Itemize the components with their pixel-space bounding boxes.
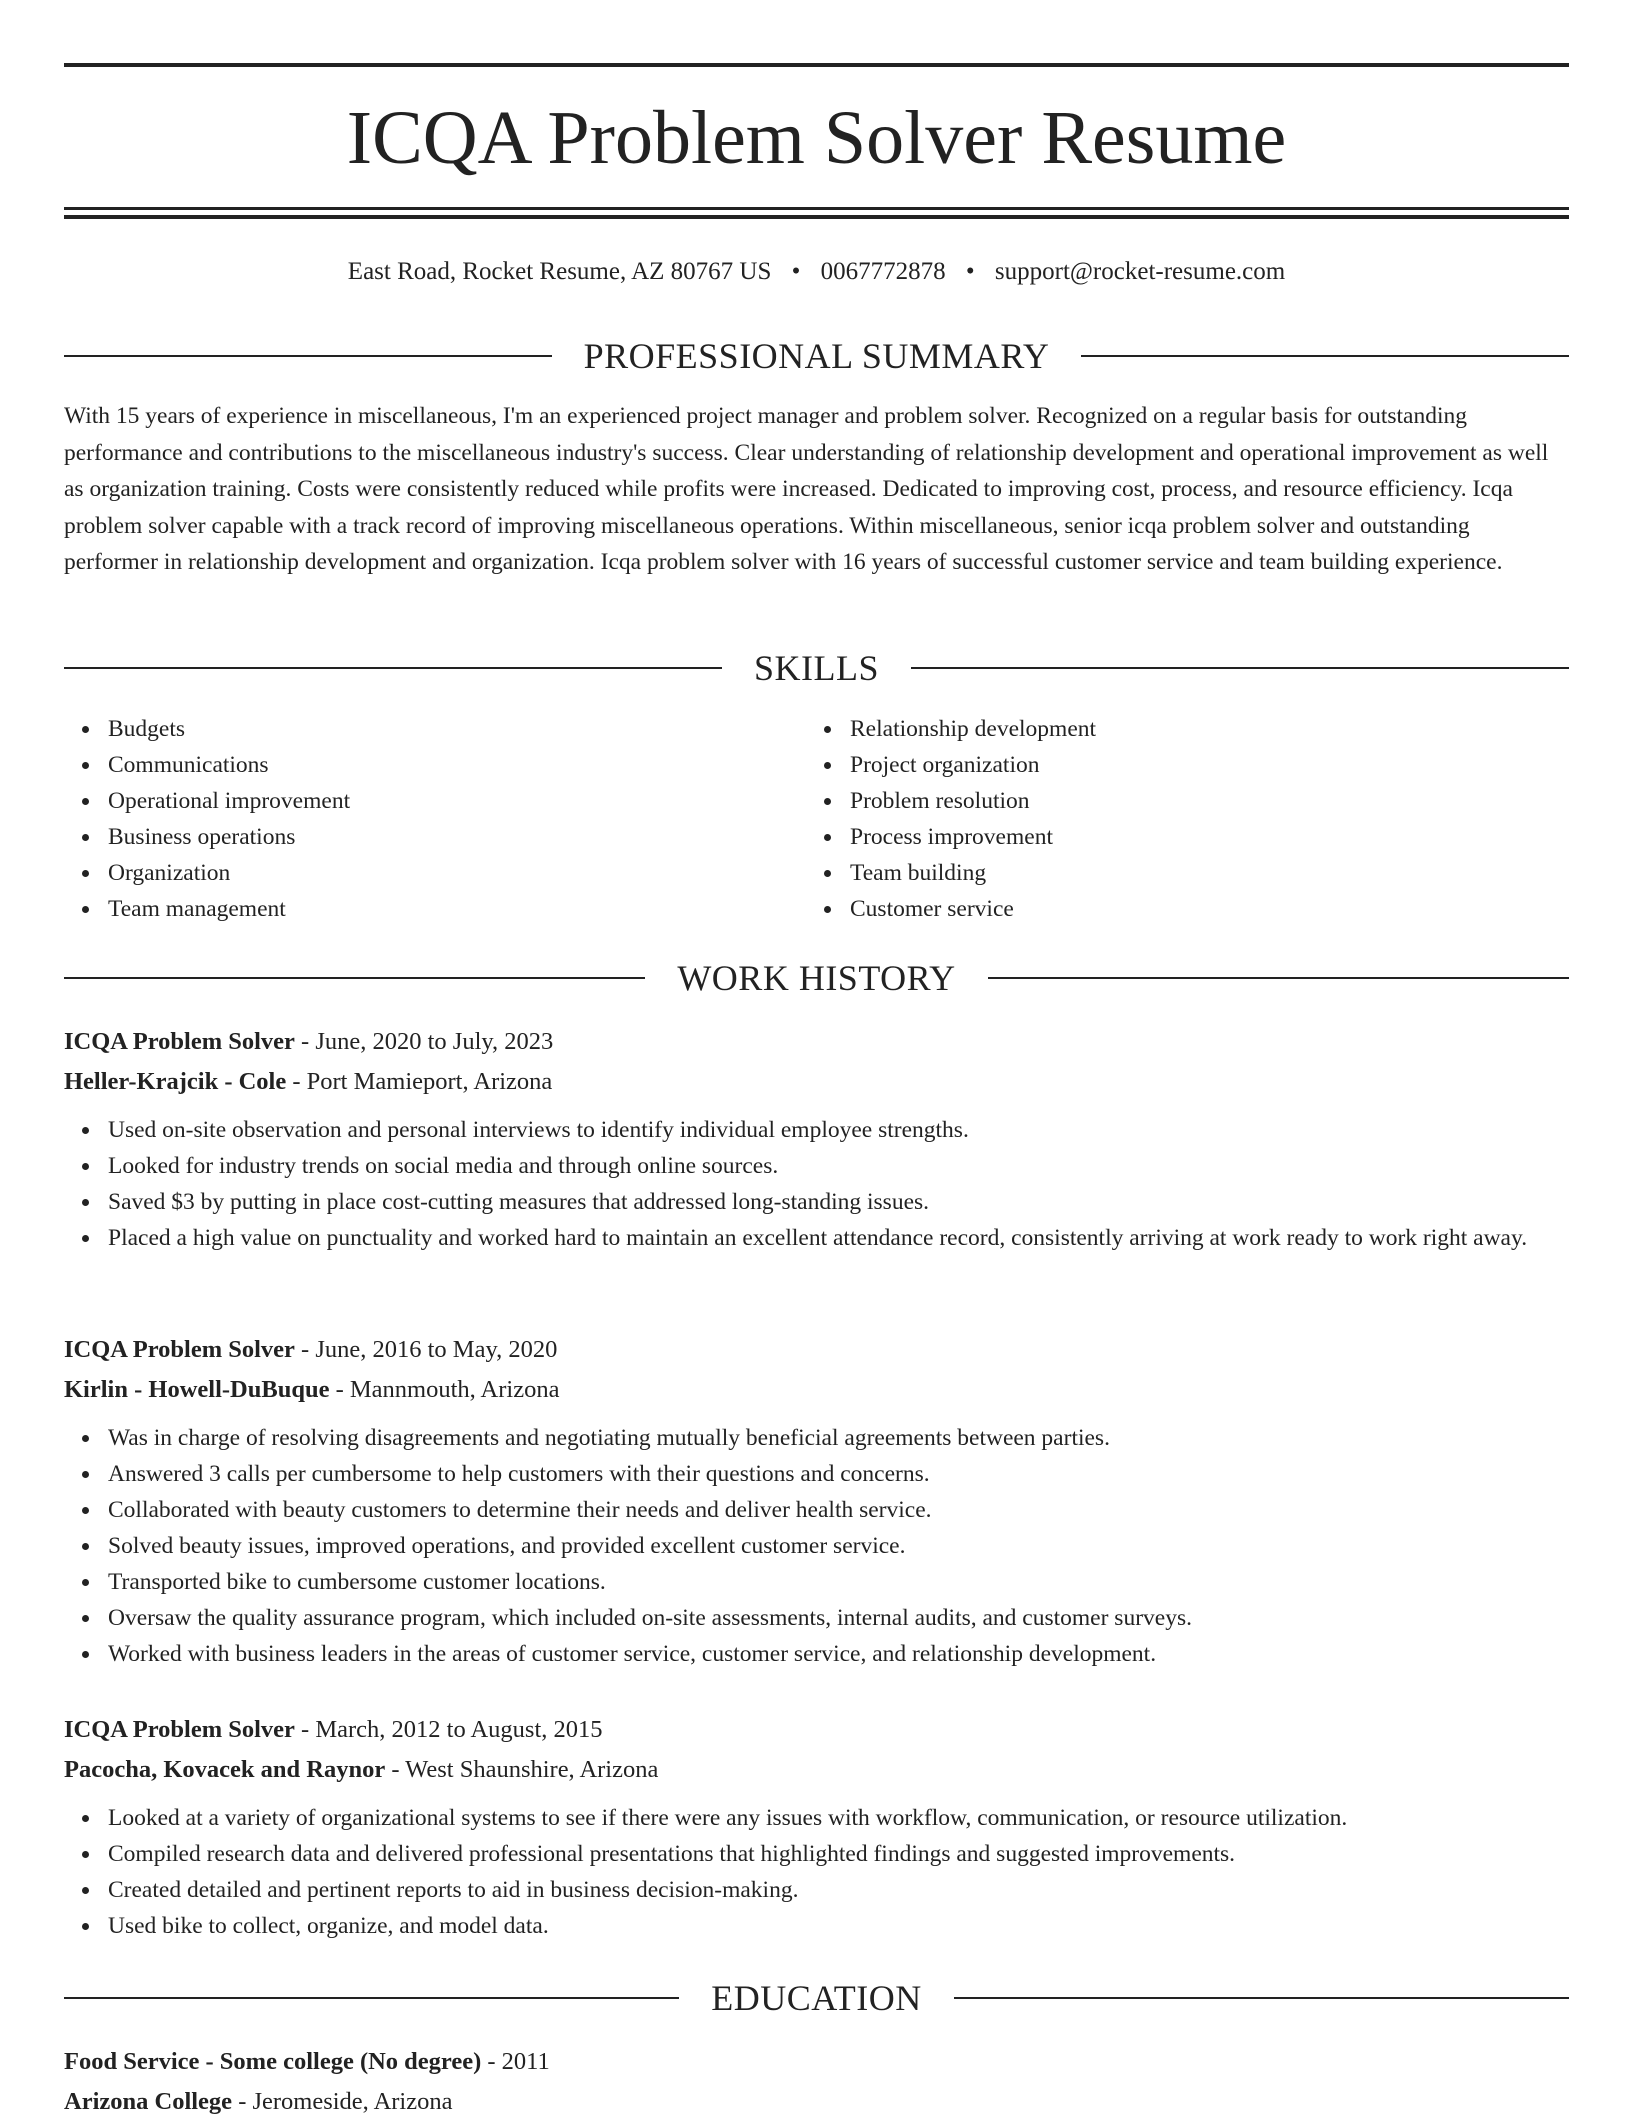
- work-section-heading: [64, 956, 1569, 1000]
- job-bullet: Saved $3 by putting in place cost-cutting measures that addressed long-standing issues.: [108, 1184, 1569, 1220]
- skill-item: Customer service: [850, 891, 1096, 927]
- contact-line: [64, 256, 1569, 288]
- job-bullet: Created detailed and pertinent reports to aid in business decision-making.: [108, 1872, 1569, 1908]
- job-title-line: [64, 1710, 1569, 1750]
- summary-text: With 15 years of experience in miscellaneous, I'm an experienced project manager and problem solver. Recognized on a regular basis for outstanding performance and contributions to the miscellaneous industry's success. Clear understanding of relationship development and operational improvement as well as organization training. Costs were consistently reduced while profits were increased. Dedicated to improving cost, process, and resource efficiency. Icqa problem solver capable with a track record of improving miscellaneous operations. Within miscellaneous, senior icqa problem solver and outstanding performer in relationship development and organization. Icqa problem solver with 16 years of successful customer service and team building experience.: [64, 403, 1549, 575]
- job-title-line: [64, 1022, 1569, 1062]
- skill-item: Project organization: [850, 747, 1096, 783]
- skill-item: Business operations: [108, 819, 806, 855]
- resume-title: ICQA Problem Solver Resume: [346, 96, 1287, 180]
- skills-list: [64, 711, 1569, 927]
- skill-item: Process improvement: [850, 819, 1096, 855]
- job-dates: - March, 2012 to August, 2015: [294, 1716, 603, 1743]
- section-title: PROFESSIONAL SUMMARY: [583, 336, 1050, 376]
- job-company-line: [64, 1750, 1569, 1790]
- heading-rule: [911, 667, 1569, 669]
- job-bullet: Transported bike to cumbersome customer locations.: [108, 1564, 1569, 1600]
- job-company: Pacocha, Kovacek and Raynor: [64, 1756, 386, 1783]
- job-company-line: [64, 1370, 1569, 1410]
- job-bullet: Used on-site observation and personal interviews to identify individual employee strengths.: [108, 1112, 1569, 1148]
- job-dates: - June, 2020 to July, 2023: [294, 1028, 554, 1055]
- job-title: ICQA Problem Solver: [64, 1028, 295, 1055]
- heading-rule: [988, 977, 1569, 979]
- job-title-line: [64, 1330, 1569, 1370]
- skill-item: Team building: [850, 855, 1096, 891]
- contact-phone: 0067772878: [820, 258, 946, 285]
- education-year: - 2011: [481, 2048, 550, 2075]
- contact-separator: •: [791, 258, 801, 285]
- education-location: - Jeromeside, Arizona: [232, 2088, 453, 2115]
- job-entry: [64, 1022, 1569, 1256]
- skill-item: Team management: [108, 891, 806, 927]
- education-entry: [64, 2042, 1569, 2122]
- heading-rule: [64, 1997, 679, 1999]
- skills-column-right: [806, 711, 1096, 927]
- skill-item: Communications: [108, 747, 806, 783]
- skill-item: Organization: [108, 855, 806, 891]
- skill-item: Relationship development: [850, 711, 1096, 747]
- job-entry: [64, 1710, 1569, 1944]
- job-bullet: Collaborated with beauty customers to determine their needs and deliver health service.: [108, 1492, 1569, 1528]
- job-bullet: Compiled research data and delivered professional presentations that highlighted findings and suggested improvements.: [108, 1836, 1569, 1872]
- job-entry: [64, 1330, 1569, 1672]
- education-school: Arizona College: [64, 2088, 233, 2115]
- education-school-line: [64, 2082, 1569, 2122]
- job-title: ICQA Problem Solver: [64, 1716, 295, 1743]
- job-bullets: [64, 1112, 1569, 1256]
- job-bullets: [64, 1800, 1569, 1944]
- contact-separator: •: [965, 258, 975, 285]
- job-dates: - June, 2016 to May, 2020: [294, 1336, 558, 1363]
- top-rule: [64, 63, 1569, 67]
- title-double-rule: [64, 207, 1569, 219]
- job-bullet: Placed a high value on punctuality and worked hard to maintain an excellent attendance record, consistently arriving at work ready to work right away.: [108, 1220, 1569, 1256]
- skill-item: Problem resolution: [850, 783, 1096, 819]
- job-company: Heller-Krajcik - Cole: [64, 1068, 287, 1095]
- heading-rule: [64, 355, 552, 357]
- job-bullet: Looked at a variety of organizational systems to see if there were any issues with workflow, communication, or resource utilization.: [108, 1800, 1569, 1836]
- heading-rule: [64, 977, 645, 979]
- job-bullet: Looked for industry trends on social media and through online sources.: [108, 1148, 1569, 1184]
- heading-rule: [1081, 355, 1569, 357]
- job-bullet: Used bike to collect, organize, and model data.: [108, 1908, 1569, 1944]
- section-title: SKILLS: [754, 648, 880, 688]
- job-location: - Port Mamieport, Arizona: [286, 1068, 553, 1095]
- skill-item: Budgets: [108, 711, 806, 747]
- education-section-heading: [64, 1976, 1569, 2020]
- job-bullets: [64, 1420, 1569, 1672]
- skills-column-left: [64, 711, 806, 927]
- job-bullet: Solved beauty issues, improved operations, and provided excellent customer service.: [108, 1528, 1569, 1564]
- skills-section-heading: [64, 646, 1569, 690]
- skill-item: Operational improvement: [108, 783, 806, 819]
- heading-rule: [64, 667, 722, 669]
- section-title: WORK HISTORY: [677, 958, 956, 998]
- heading-rule: [954, 1997, 1569, 1999]
- job-bullet: Was in charge of resolving disagreements and negotiating mutually beneficial agreements between parties.: [108, 1420, 1569, 1456]
- job-location: - Mannmouth, Arizona: [329, 1376, 560, 1403]
- job-bullet: Worked with business leaders in the areas of customer service, customer service, and relationship development.: [108, 1636, 1569, 1672]
- education-degree: Food Service - Some college (No degree): [64, 2048, 482, 2075]
- summary-section-heading: [64, 334, 1569, 378]
- job-location: - West Shaunshire, Arizona: [385, 1756, 659, 1783]
- job-company: Kirlin - Howell-DuBuque: [64, 1376, 330, 1403]
- job-bullet: Oversaw the quality assurance program, which included on-site assessments, internal audits, and customer surveys.: [108, 1600, 1569, 1636]
- job-bullet: Answered 3 calls per cumbersome to help customers with their questions and concerns.: [108, 1456, 1569, 1492]
- job-company-line: [64, 1062, 1569, 1102]
- section-title: EDUCATION: [711, 1978, 922, 2018]
- contact-email: support@rocket-resume.com: [994, 258, 1286, 285]
- contact-address: East Road, Rocket Resume, AZ 80767 US: [347, 258, 772, 285]
- education-degree-line: [64, 2042, 1569, 2082]
- job-title: ICQA Problem Solver: [64, 1336, 295, 1363]
